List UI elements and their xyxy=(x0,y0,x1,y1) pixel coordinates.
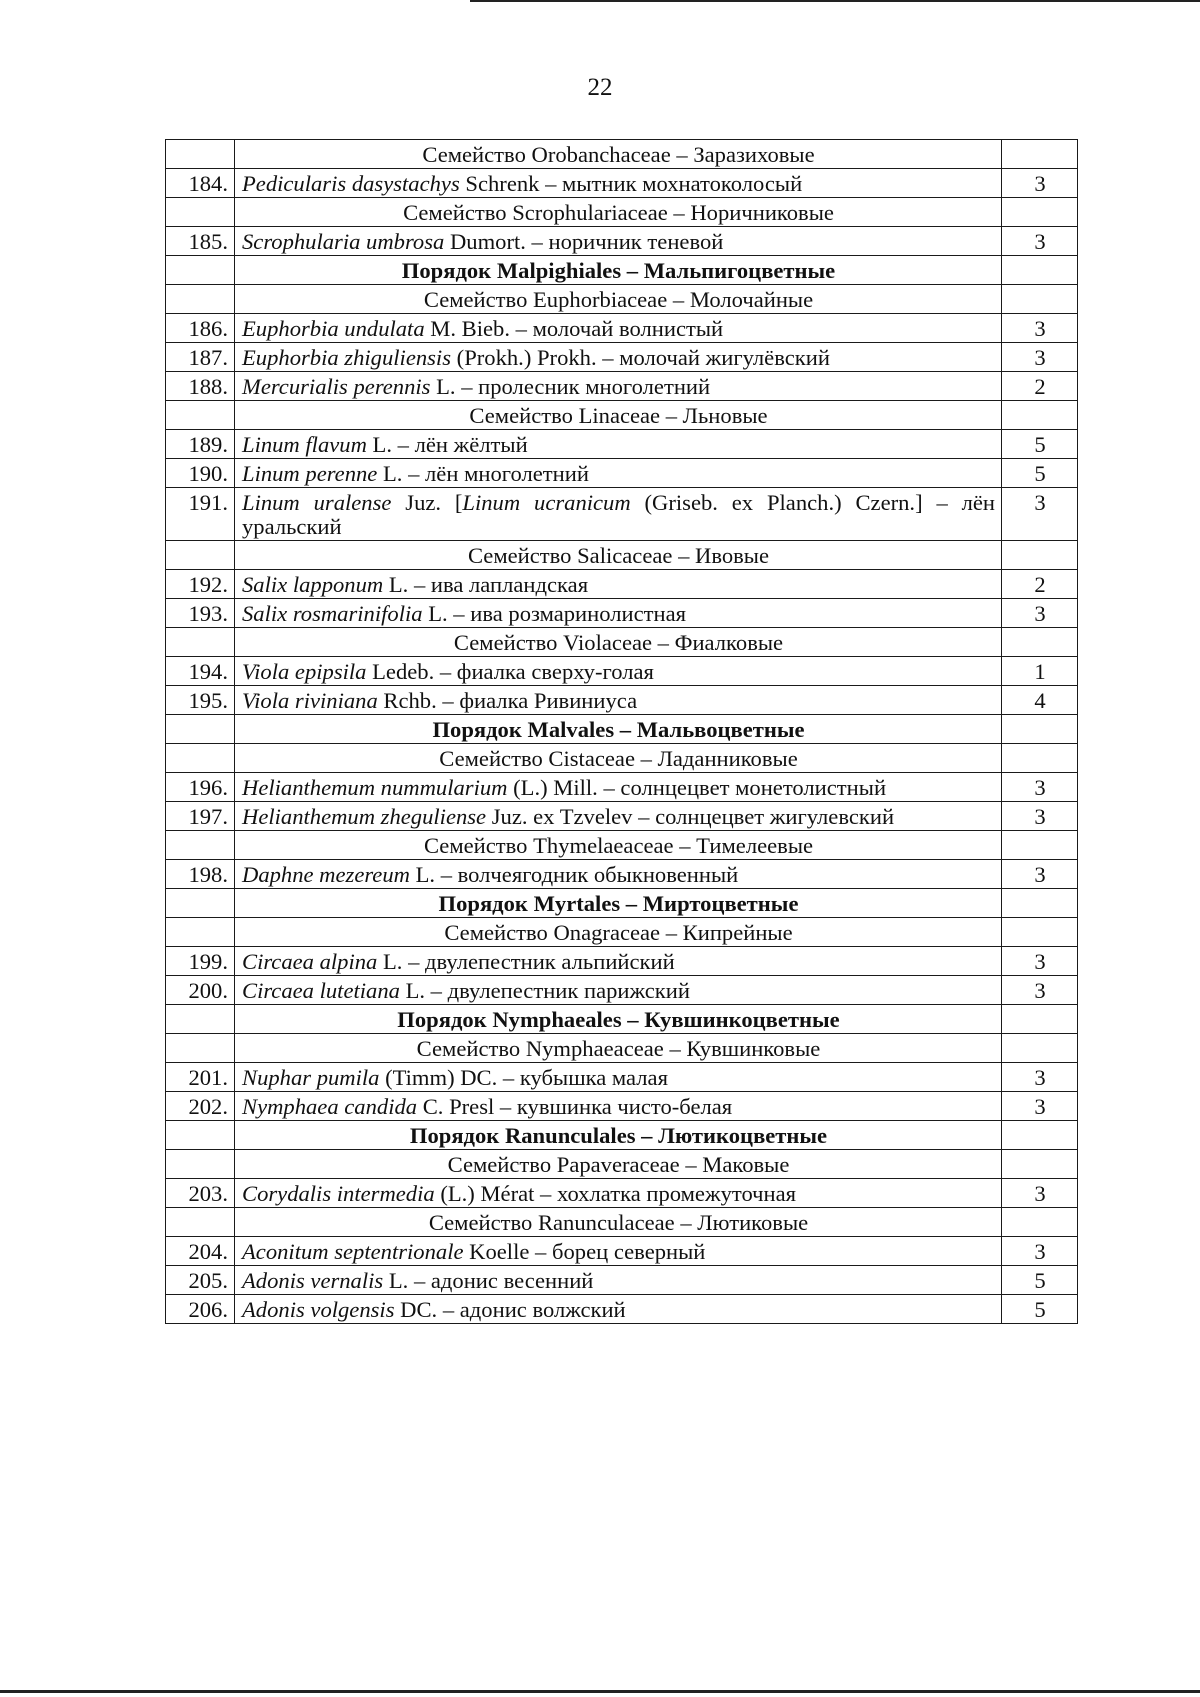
name-rest: Ledeb. – фиалка сверху-голая xyxy=(366,659,654,684)
species-table-body xyxy=(166,140,1078,1324)
category-empty xyxy=(1002,918,1078,947)
category-empty xyxy=(1002,1005,1078,1034)
species-row xyxy=(166,976,1078,1005)
species-name xyxy=(235,773,1002,802)
family-heading: Семейство Thymelaeaceae – Тимелеевые xyxy=(235,831,1002,860)
category: 3 xyxy=(1002,976,1078,1005)
species-row xyxy=(166,947,1078,976)
category-empty xyxy=(1002,1208,1078,1237)
family-row xyxy=(166,831,1078,860)
category: 3 xyxy=(1002,169,1078,198)
species-name xyxy=(235,430,1002,459)
name-rest: L. – волчеягодник обыкновенный xyxy=(409,862,739,887)
name-rest: L. – ива розмаринолистная xyxy=(422,601,687,626)
latin-name: Viola epipsila xyxy=(242,659,367,684)
name-rest-2: (Griseb. ex Planch.) Czern.] – лён уральский xyxy=(242,490,995,539)
order-row xyxy=(166,889,1078,918)
latin-name: Circaea lutetiana xyxy=(242,978,400,1003)
name-rest: L. – лён жёлтый xyxy=(366,432,528,457)
category: 2 xyxy=(1002,372,1078,401)
category: 4 xyxy=(1002,686,1078,715)
family-row xyxy=(166,198,1078,227)
name-rest: M. Bieb. – молочай волнистый xyxy=(424,316,724,341)
species-row xyxy=(166,169,1078,198)
family-heading: Семейство Linaceae – Льновые xyxy=(235,401,1002,430)
category: 3 xyxy=(1002,599,1078,628)
species-name xyxy=(235,947,1002,976)
row-number-empty xyxy=(166,715,235,744)
order-row xyxy=(166,256,1078,285)
category-empty xyxy=(1002,628,1078,657)
species-name xyxy=(235,488,1002,541)
category-empty xyxy=(1002,198,1078,227)
latin-name: Adonis volgensis xyxy=(242,1297,395,1322)
category: 5 xyxy=(1002,459,1078,488)
species-name xyxy=(235,686,1002,715)
latin-name: Linum perenne xyxy=(242,461,378,486)
name-rest: Koelle – борец северный xyxy=(463,1239,706,1264)
latin-name: Adonis vernalis xyxy=(242,1268,384,1293)
species-name xyxy=(235,1295,1002,1324)
row-number: 194. xyxy=(166,657,235,686)
species-name xyxy=(235,1092,1002,1121)
species-row xyxy=(166,343,1078,372)
species-name xyxy=(235,860,1002,889)
row-number: 187. xyxy=(166,343,235,372)
family-heading: Семейство Scrophulariaceae – Норичниковые xyxy=(235,198,1002,227)
species-row xyxy=(166,1179,1078,1208)
row-number-empty xyxy=(166,628,235,657)
category: 3 xyxy=(1002,802,1078,831)
species-row xyxy=(166,1092,1078,1121)
category-empty xyxy=(1002,401,1078,430)
latin-name: Scrophularia umbrosa xyxy=(242,229,445,254)
row-number: 199. xyxy=(166,947,235,976)
name-rest: L. – лён многолетний xyxy=(377,461,589,486)
species-name xyxy=(235,976,1002,1005)
species-name xyxy=(235,802,1002,831)
species-name xyxy=(235,1266,1002,1295)
row-number-empty xyxy=(166,541,235,570)
name-rest: Dumort. – норичник теневой xyxy=(444,229,724,254)
row-number: 196. xyxy=(166,773,235,802)
species-name xyxy=(235,657,1002,686)
category-empty xyxy=(1002,285,1078,314)
family-heading: Семейство Ranunculaceae – Лютиковые xyxy=(235,1208,1002,1237)
name-rest: (Timm) DC. – кубышка малая xyxy=(379,1065,668,1090)
name-rest: (L.) Mérat – хохлатка промежуточная xyxy=(434,1181,797,1206)
species-name xyxy=(235,459,1002,488)
row-number: 190. xyxy=(166,459,235,488)
row-number-empty xyxy=(166,1034,235,1063)
family-heading: Семейство Onagraceae – Кипрейные xyxy=(235,918,1002,947)
species-row xyxy=(166,599,1078,628)
family-row xyxy=(166,541,1078,570)
row-number: 200. xyxy=(166,976,235,1005)
row-number-empty xyxy=(166,1208,235,1237)
species-name xyxy=(235,1237,1002,1266)
row-number-empty xyxy=(166,744,235,773)
row-number-empty xyxy=(166,831,235,860)
category-empty xyxy=(1002,831,1078,860)
family-row xyxy=(166,918,1078,947)
row-number: 191. xyxy=(166,488,235,541)
row-number-empty xyxy=(166,198,235,227)
species-table xyxy=(165,139,1078,1324)
category-empty xyxy=(1002,541,1078,570)
latin-name: Circaea alpina xyxy=(242,949,378,974)
row-number-empty xyxy=(166,256,235,285)
category-empty xyxy=(1002,889,1078,918)
species-name xyxy=(235,599,1002,628)
name-rest: L. – ива лапландская xyxy=(383,572,589,597)
latin-name: Mercurialis perennis xyxy=(242,374,431,399)
species-row xyxy=(166,657,1078,686)
family-row xyxy=(166,744,1078,773)
row-number: 193. xyxy=(166,599,235,628)
family-heading: Семейство Violaceae – Фиалковые xyxy=(235,628,1002,657)
row-number: 189. xyxy=(166,430,235,459)
species-row xyxy=(166,1295,1078,1324)
family-row xyxy=(166,1150,1078,1179)
category: 5 xyxy=(1002,1266,1078,1295)
family-heading: Семейство Cistaceae – Ладанниковые xyxy=(235,744,1002,773)
name-rest: L. – двулепестник парижский xyxy=(399,978,690,1003)
row-number: 201. xyxy=(166,1063,235,1092)
name-rest: (L.) Mill. – солнцецвет монетолистный xyxy=(507,775,887,800)
category: 3 xyxy=(1002,947,1078,976)
latin-name: Pedicularis dasystachys xyxy=(242,171,460,196)
row-number: 206. xyxy=(166,1295,235,1324)
top-rule xyxy=(470,0,1200,2)
species-row xyxy=(166,459,1078,488)
row-number-empty xyxy=(166,1150,235,1179)
row-number-empty xyxy=(166,1005,235,1034)
species-row xyxy=(166,372,1078,401)
family-row xyxy=(166,285,1078,314)
row-number: 185. xyxy=(166,227,235,256)
row-number: 188. xyxy=(166,372,235,401)
row-number-empty xyxy=(166,140,235,169)
bottom-rule xyxy=(0,1690,1200,1693)
category: 3 xyxy=(1002,1237,1078,1266)
latin-name: Linum flavum xyxy=(242,432,367,457)
order-heading: Порядок Ranunculales – Лютикоцветные xyxy=(235,1121,1002,1150)
species-name xyxy=(235,343,1002,372)
name-rest: L. – двулепестник альпийский xyxy=(377,949,675,974)
name-rest: Juz. ex Tzvelev – солнцецвет жигулевский xyxy=(486,804,895,829)
family-heading: Семейство Papaveraceae – Маковые xyxy=(235,1150,1002,1179)
name-rest: Schrenk – мытник мохнатоколосый xyxy=(459,171,803,196)
category-empty xyxy=(1002,256,1078,285)
order-row xyxy=(166,1005,1078,1034)
species-row xyxy=(166,773,1078,802)
row-number: 186. xyxy=(166,314,235,343)
category: 3 xyxy=(1002,1092,1078,1121)
species-row xyxy=(166,314,1078,343)
category-empty xyxy=(1002,744,1078,773)
latin-synonym: Linum ucranicum xyxy=(462,490,631,515)
family-row xyxy=(166,140,1078,169)
category: 3 xyxy=(1002,488,1078,541)
species-row xyxy=(166,227,1078,256)
family-heading: Семейство Nymphaeaceae – Кувшинковые xyxy=(235,1034,1002,1063)
latin-name: Nuphar pumila xyxy=(242,1065,380,1090)
latin-name: Corydalis intermedia xyxy=(242,1181,435,1206)
row-number-empty xyxy=(166,889,235,918)
order-heading: Порядок Malvales – Мальвоцветные xyxy=(235,715,1002,744)
latin-name: Euphorbia zhiguliensis xyxy=(242,345,452,370)
family-heading: Семейство Orobanchaceae – Заразиховые xyxy=(235,140,1002,169)
category: 5 xyxy=(1002,430,1078,459)
species-row xyxy=(166,802,1078,831)
name-rest: Juz. [ xyxy=(391,490,463,515)
family-heading: Семейство Salicaceae – Ивовые xyxy=(235,541,1002,570)
latin-name: Salix lapponum xyxy=(242,572,384,597)
category: 3 xyxy=(1002,227,1078,256)
species-name xyxy=(235,372,1002,401)
family-row xyxy=(166,628,1078,657)
order-row xyxy=(166,715,1078,744)
order-heading: Порядок Malpighiales – Мальпигоцветные xyxy=(235,256,1002,285)
species-name xyxy=(235,1063,1002,1092)
category-empty xyxy=(1002,1150,1078,1179)
row-number: 202. xyxy=(166,1092,235,1121)
species-row xyxy=(166,860,1078,889)
category-empty xyxy=(1002,715,1078,744)
category: 3 xyxy=(1002,1179,1078,1208)
name-rest: C. Presl – кувшинка чисто-белая xyxy=(417,1094,733,1119)
species-row xyxy=(166,570,1078,599)
family-heading: Семейство Euphorbiaceae – Молочайные xyxy=(235,285,1002,314)
family-row xyxy=(166,401,1078,430)
name-rest: L. – пролесник многолетний xyxy=(430,374,711,399)
species-row xyxy=(166,430,1078,459)
species-name xyxy=(235,1179,1002,1208)
species-name xyxy=(235,169,1002,198)
order-heading: Порядок Myrtales – Миртоцветные xyxy=(235,889,1002,918)
category-empty xyxy=(1002,140,1078,169)
name-rest: (Prokh.) Prokh. – молочай жигулёвский xyxy=(451,345,830,370)
name-rest: DC. – адонис волжский xyxy=(394,1297,626,1322)
order-row xyxy=(166,1121,1078,1150)
row-number-empty xyxy=(166,401,235,430)
category: 2 xyxy=(1002,570,1078,599)
species-row xyxy=(166,1237,1078,1266)
species-row xyxy=(166,1063,1078,1092)
order-heading: Порядок Nymphaeales – Кувшинкоцветные xyxy=(235,1005,1002,1034)
row-number: 198. xyxy=(166,860,235,889)
page-number: 22 xyxy=(587,74,613,101)
category: 3 xyxy=(1002,314,1078,343)
species-name xyxy=(235,314,1002,343)
category: 3 xyxy=(1002,1063,1078,1092)
category: 1 xyxy=(1002,657,1078,686)
species-row xyxy=(166,488,1078,541)
row-number: 203. xyxy=(166,1179,235,1208)
latin-name: Daphne mezereum xyxy=(242,862,410,887)
row-number-empty xyxy=(166,285,235,314)
row-number: 184. xyxy=(166,169,235,198)
species-name xyxy=(235,570,1002,599)
latin-name: Aconitum septentrionale xyxy=(242,1239,464,1264)
row-number: 205. xyxy=(166,1266,235,1295)
family-row xyxy=(166,1034,1078,1063)
row-number: 192. xyxy=(166,570,235,599)
latin-name: Linum uralense xyxy=(242,490,392,515)
category-empty xyxy=(1002,1034,1078,1063)
latin-name: Helianthemum zheguliense xyxy=(242,804,487,829)
row-number: 197. xyxy=(166,802,235,831)
latin-name: Helianthemum nummularium xyxy=(242,775,508,800)
latin-name: Euphorbia undulata xyxy=(242,316,425,341)
category-empty xyxy=(1002,1121,1078,1150)
name-rest: Rchb. – фиалка Ривиниуса xyxy=(377,688,638,713)
category: 5 xyxy=(1002,1295,1078,1324)
category: 3 xyxy=(1002,343,1078,372)
row-number: 195. xyxy=(166,686,235,715)
species-row xyxy=(166,1266,1078,1295)
latin-name: Viola riviniana xyxy=(242,688,378,713)
species-row xyxy=(166,686,1078,715)
family-row xyxy=(166,1208,1078,1237)
latin-name: Salix rosmarinifolia xyxy=(242,601,423,626)
name-rest: L. – адонис весенний xyxy=(383,1268,594,1293)
row-number: 204. xyxy=(166,1237,235,1266)
latin-name: Nymphaea candida xyxy=(242,1094,418,1119)
category: 3 xyxy=(1002,773,1078,802)
species-name xyxy=(235,227,1002,256)
category: 3 xyxy=(1002,860,1078,889)
row-number-empty xyxy=(166,1121,235,1150)
row-number-empty xyxy=(166,918,235,947)
